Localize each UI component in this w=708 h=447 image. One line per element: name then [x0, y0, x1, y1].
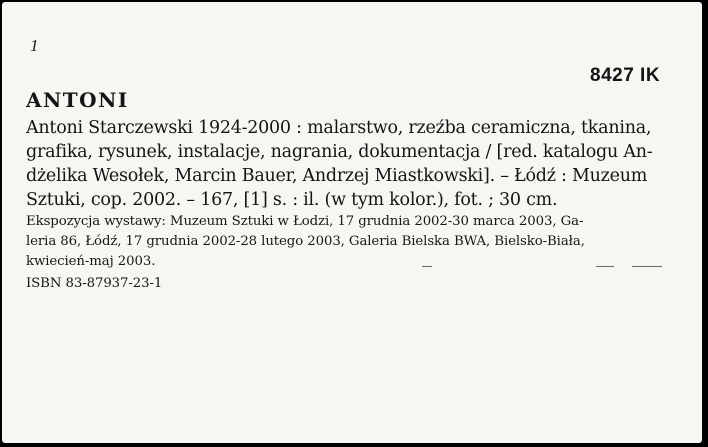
note-line-2: leria 86, Łódź, 17 grudnia 2002-28 lutego 2003, Galeria Bielska BWA, Bielsko-Biała, — [26, 234, 585, 249]
stray-mark — [596, 266, 614, 267]
title-line-4: Sztuki, cop. 2002. – 167, [1] s. : il. (w tym kolor.), fot. ; 30 cm. — [26, 190, 558, 210]
stray-mark — [632, 266, 662, 267]
note-line-3: kwiecień-maj 2003. — [26, 254, 156, 269]
note-line-1: Ekspozycja wystawy: Muzeum Sztuki w Łodzi, 17 grudnia 2002-30 marca 2003, Ga- — [26, 214, 584, 229]
title-line-1: Antoni Starczewski 1924-2000 : malarstwo, rzeźba ceramiczna, tkanina, — [26, 118, 652, 138]
title-line-3: dżelika Wesołek, Marcin Bauer, Andrzej Miastkowski]. – Łódź : Muzeum — [26, 166, 648, 186]
card-index-number: 1 — [30, 36, 39, 55]
isbn-line: ISBN 83-87937-23-1 — [26, 276, 163, 291]
author-heading: ANTONI — [26, 88, 129, 112]
catalog-card — [2, 2, 702, 443]
title-line-2: grafika, rysunek, instalacje, nagrania, dokumentacja / [red. katalogu An- — [26, 142, 653, 162]
shelfmark: 8427 IK — [590, 65, 661, 86]
stray-mark — [422, 266, 432, 267]
